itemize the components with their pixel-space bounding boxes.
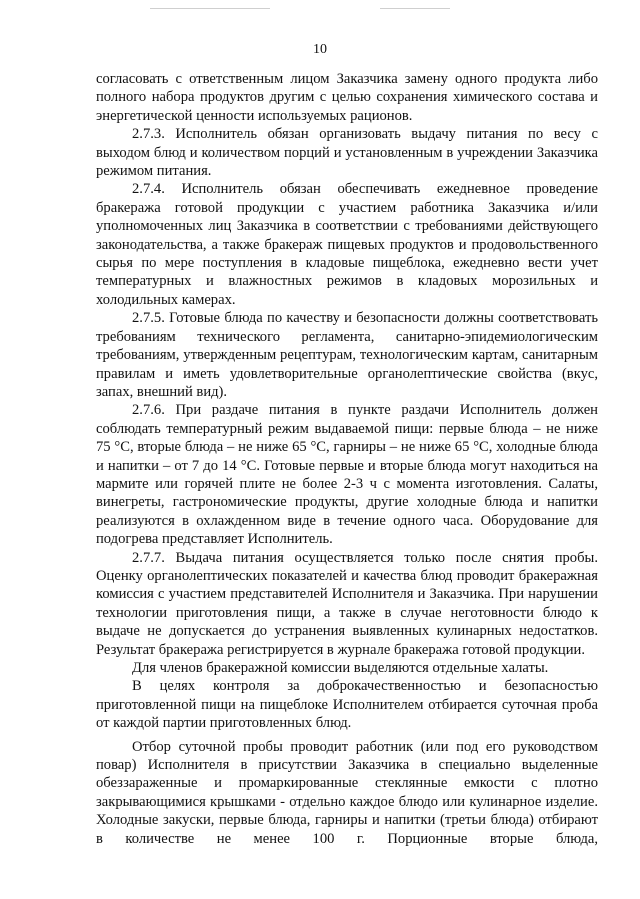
paragraph-2-7-5: 2.7.5. Готовые блюда по качеству и безопасности должны соответствовать требованиям технического регламента, санитарно-эпидемиологическим требованиям, утвержденным рецептурам, технологическим картам, санитарным правилам и иметь удовлетворительные органолептические свойства (вкус, запах, внешний вид). [96, 310, 598, 400]
paragraph-2-7-7: 2.7.7. Выдача питания осуществляется только после снятия пробы. Оценку органолептических показателей и качества блюд проводит бракеражная комиссия с участием представителей Исполнителя и Заказчика. При нарушении технологии приготовления пищи, а также в случае неготовности блюдо к выдаче не допускается до устранения выявленных кулинарных недостатков. Результат бракеража регистрируется в журнале бракеража готовой продукции. [96, 549, 598, 658]
paragraph-2-7-3: 2.7.3. Исполнитель обязан организовать выдачу питания по весу с выходом блюд и количеством порций и установленным в учреждении Заказчика режимом питания. [96, 126, 598, 180]
paragraph-2-7-4: 2.7.4. Исполнитель обязан обеспечивать ежедневное проведение бракеража готовой продукции с участием работника Заказчика и/или уполномоченных лиц Заказчика в соответствии с требованиями действующего законодательства, а также бракераж пищевых продуктов и продовольственного сырья по мере поступления в кладовые пищеблока, ежедневно вести учет температурных и влажностных режимов в кладовых морозильных и холодильных камерах. [96, 181, 598, 308]
paragraph-robes: Для членов бракеражной комиссии выделяются отдельные халаты. [132, 660, 549, 676]
scan-artifact-line [150, 8, 270, 9]
paragraph-daily-sample: В целях контроля за доброкачественностью и безопасностью приготовленной пищи на пищеблоке Исполнителем отбирается суточная проба от каждой партии приготовленных блюд. [96, 678, 598, 732]
paragraph-continuation: согласовать с ответственным лицом Заказчика замену одного продукта либо полного набора продуктов другим с целью сохранения химического состава и энергетической ценности используемых рационов. [96, 71, 598, 124]
document-body [96, 70, 598, 848]
paragraph-2-7-6: 2.7.6. При раздаче питания в пункте раздачи Исполнитель должен соблюдать температурный режим выдаваемой пищи: первые блюда – не ниже 75 °С, вторые блюда – не ниже 65 °С, гарниры – не ниже 65 °С, холодные блюда и напитки – от 7 до 14 °С. Готовые первые и вторые блюда могут находиться на мармите или горячей плите не более 2-3 ч с момента изготовления. Салаты, винегреты, гастрономические продукты, другие холодные блюда и напитки реализуются в охлажденном виде в течение одного часа. Оборудование для подогрева представляет Исполнитель. [96, 402, 598, 548]
page-number: 10 [313, 42, 327, 57]
scan-artifact-line [380, 8, 450, 9]
paragraph-sample-selection: Отбор суточной пробы проводит работник (или под его руководством повар) Исполнителя в присутствии Заказчика в специально выделенные обеззараженные и промаркированные стеклянные емкости с плотно закрывающимися крышками - отдельно каждое блюдо или кулинарное изделие. Холодные закуски, первые блюда, гарниры и напитки (третьи блюда) отбирают в количестве не менее 100 г. Порционные вторые блюда, [96, 738, 598, 847]
